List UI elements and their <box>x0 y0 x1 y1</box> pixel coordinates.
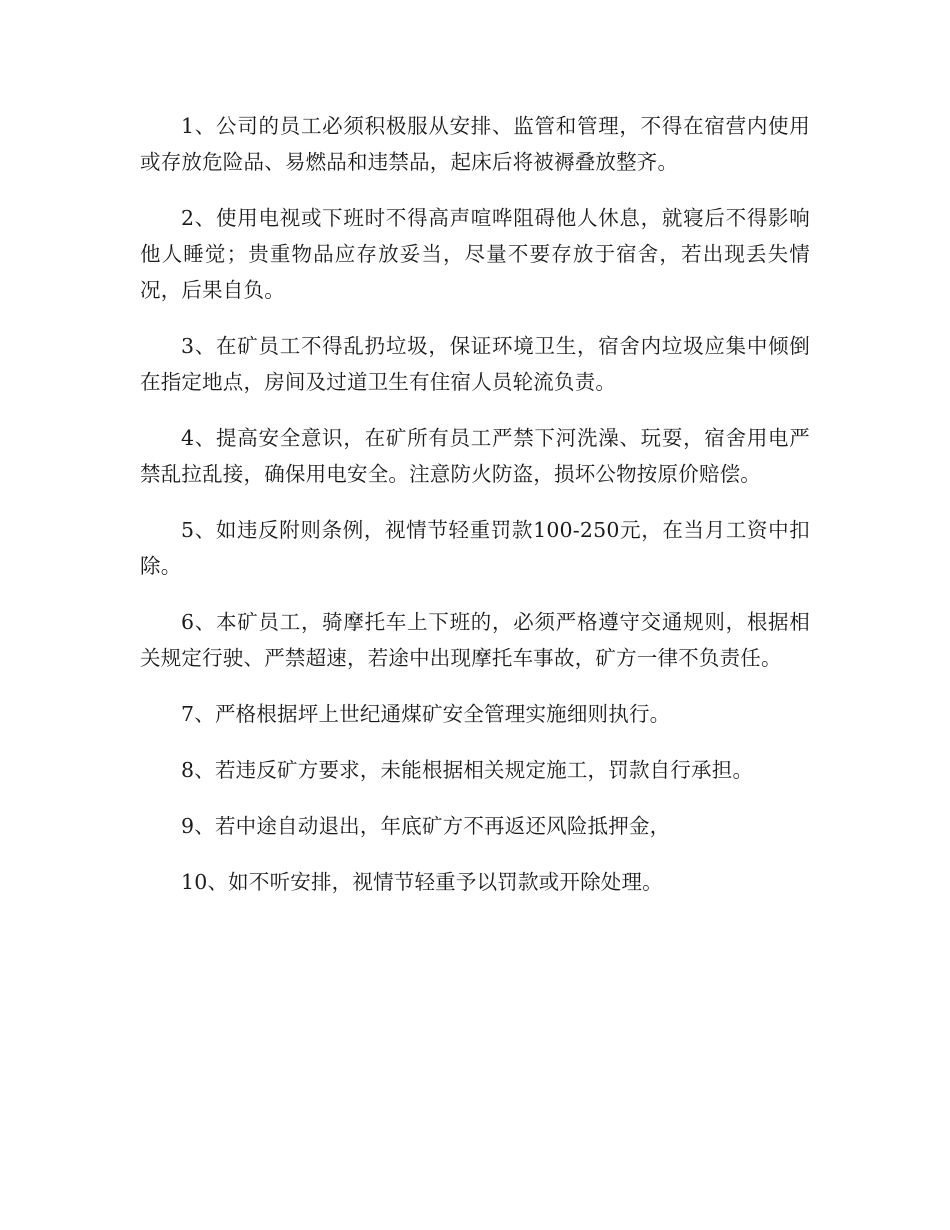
paragraph-9: 9、若中途自动退出，年底矿方不再返还风险抵押金， <box>181 814 671 838</box>
paragraph-3: 3、在矿员工不得乱扔垃圾，保证环境卫生，宿舍内垃圾应集中倾倒在指定地点，房间及过道卫生有住宿人员轮流负责。 <box>140 334 810 394</box>
document-body <box>140 108 810 920</box>
paragraph-7: 7、严格根据坪上世纪通煤矿安全管理实施细则执行。 <box>181 702 671 726</box>
paragraph-1: 1、公司的员工必须积极服从安排、监管和管理，不得在宿营内使用或存放危险品、易燃品和违禁品，起床后将被褥叠放整齐。 <box>140 114 810 174</box>
paragraph-6: 6、本矿员工，骑摩托车上下班的，必须严格遵守交通规则，根据相关规定行驶、严禁超速，若途中出现摩托车事故，矿方一律不负责任。 <box>140 610 810 670</box>
paragraph-8: 8、若违反矿方要求，未能根据相关规定施工，罚款自行承担。 <box>181 758 754 782</box>
paragraph-5: 5、如违反附则条例，视情节轻重罚款100-250元，在当月工资中扣除。 <box>140 518 810 578</box>
paragraph-4: 4、提高安全意识，在矿所有员工严禁下河洗澡、玩耍，宿舍用电严禁乱拉乱接，确保用电安全。注意防火防盗，损坏公物按原价赔偿。 <box>140 426 810 486</box>
paragraph-2: 2、使用电视或下班时不得高声喧哗阻碍他人休息，就寝后不得影响他人睡觉；贵重物品应存放妥当，尽量不要存放于宿舍，若出现丢失情况，后果自负。 <box>140 206 810 302</box>
paragraph-10: 10、如不听安排，视情节轻重予以罚款或开除处理。 <box>181 870 663 894</box>
